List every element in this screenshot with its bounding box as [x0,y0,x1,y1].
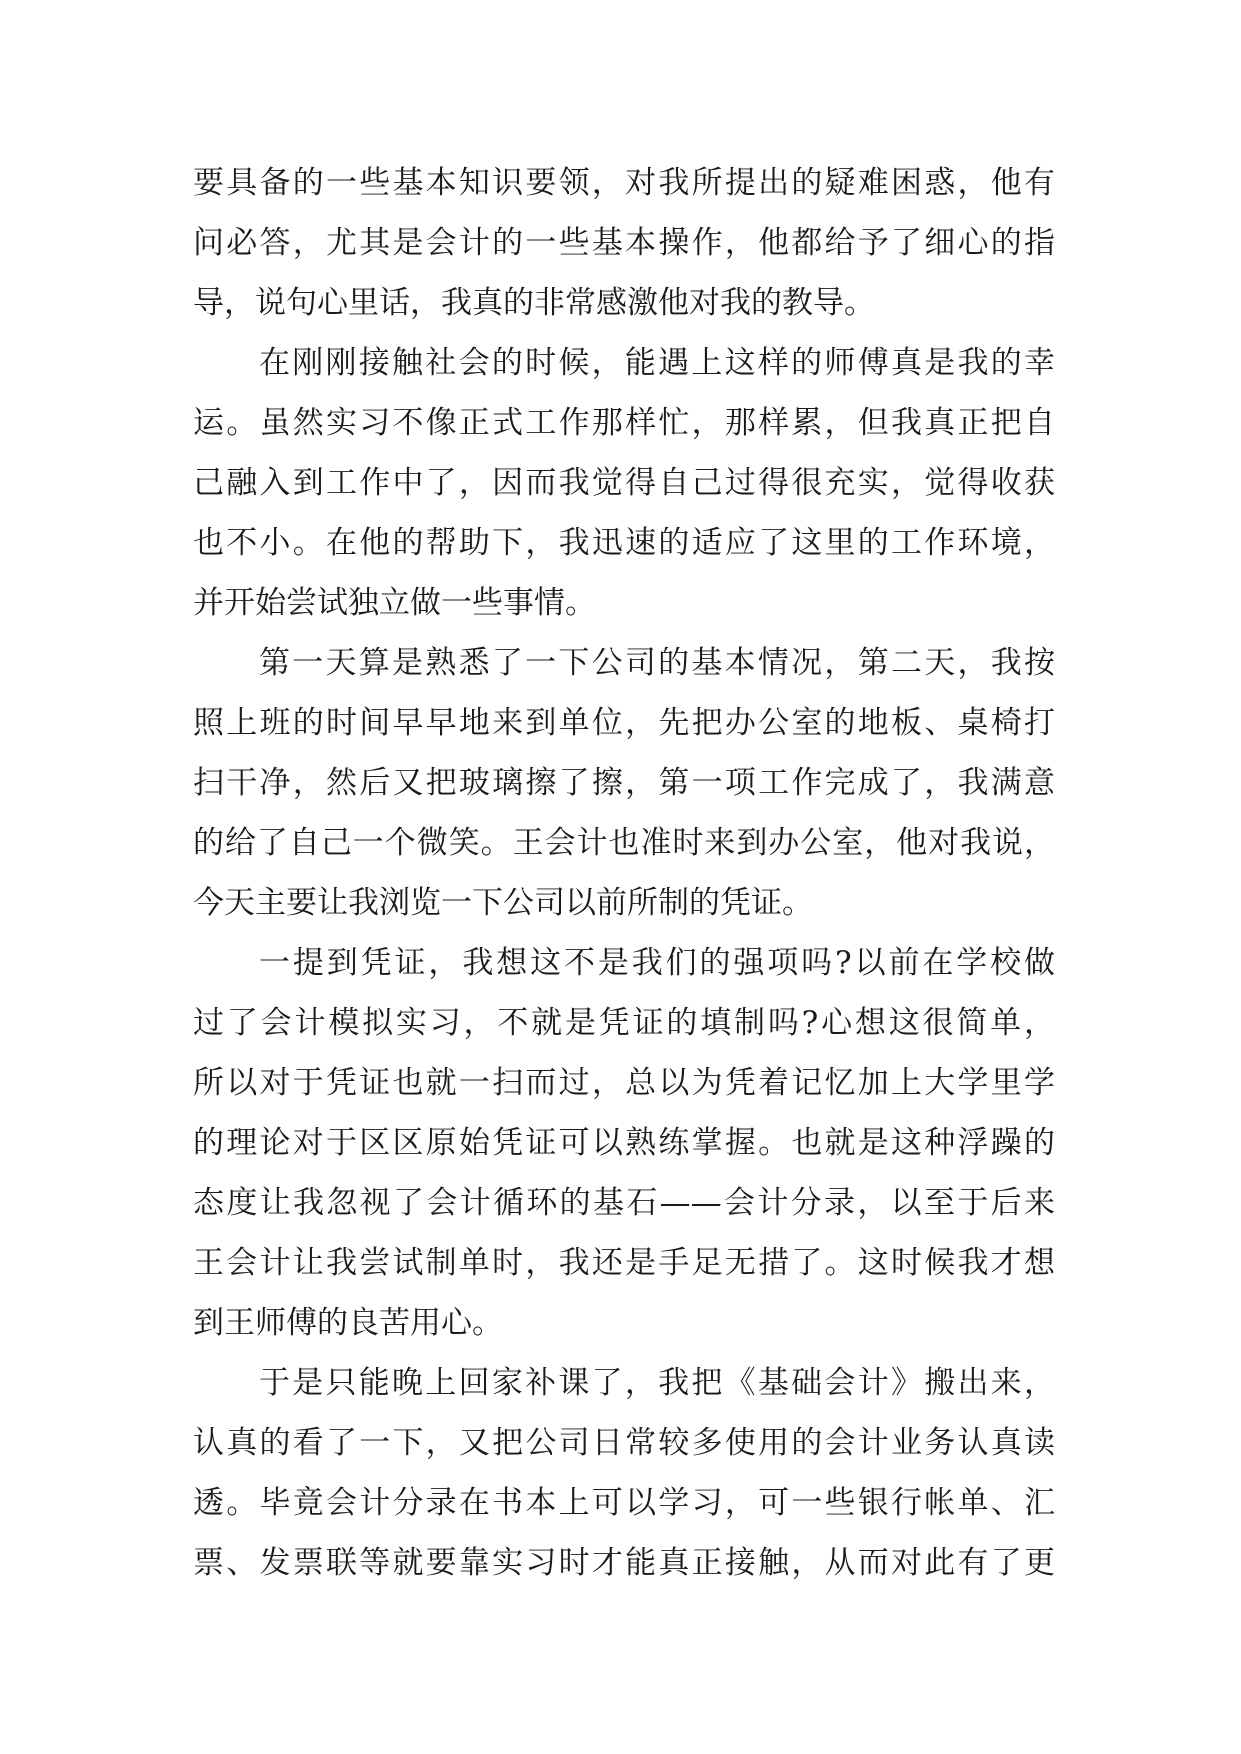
text-line: 所以对于凭证也就一扫而过，总以为凭着记忆加上大学里学 [193,1065,1055,1101]
text-line: 扫干净，然后又把玻璃擦了擦，第一项工作完成了，我满意 [193,765,1055,801]
paragraph-first-line: 第一天算是熟悉了一下公司的基本情况，第二天，我按 [259,645,1055,681]
text-line: 王会计让我尝试制单时，我还是手足无措了。这时候我才想 [193,1245,1055,1281]
text-line: 运。虽然实习不像正式工作那样忙，那样累，但我真正把自 [193,405,1055,441]
text-line: 到王师傅的良苦用心。 [193,1305,503,1341]
paragraph-first-line: 于是只能晚上回家补课了，我把《基础会计》搬出来， [259,1365,1055,1401]
text-line: 票、发票联等就要靠实习时才能真正接触，从而对此有了更 [193,1545,1055,1581]
text-line: 并开始尝试独立做一些事情。 [193,585,596,621]
document-body [193,153,1055,1593]
text-line: 态度让我忽视了会计循环的基石——会计分录，以至于后来 [193,1185,1055,1221]
text-line: 过了会计模拟实习，不就是凭证的填制吗?心想这很简单， [193,1005,1055,1041]
text-line: 也不小。在他的帮助下，我迅速的适应了这里的工作环境， [193,525,1055,561]
paragraph-first-line: 在刚刚接触社会的时候，能遇上这样的师傅真是我的幸 [259,345,1055,381]
text-line: 导，说句心里话，我真的非常感激他对我的教导。 [193,285,875,321]
text-line: 今天主要让我浏览一下公司以前所制的凭证。 [193,885,813,921]
text-line: 认真的看了一下，又把公司日常较多使用的会计业务认真读 [193,1425,1055,1461]
text-line: 问必答，尤其是会计的一些基本操作，他都给予了细心的指 [193,225,1055,261]
text-line: 己融入到工作中了，因而我觉得自己过得很充实，觉得收获 [193,465,1055,501]
text-line: 的给了自己一个微笑。王会计也准时来到办公室，他对我说， [193,825,1055,861]
text-line: 透。毕竟会计分录在书本上可以学习，可一些银行帐单、汇 [193,1485,1055,1521]
text-line: 照上班的时间早早地来到单位，先把办公室的地板、桌椅打 [193,705,1055,741]
text-line: 要具备的一些基本知识要领，对我所提出的疑难困惑，他有 [193,165,1055,201]
paragraph-first-line: 一提到凭证，我想这不是我们的强项吗?以前在学校做 [259,945,1055,981]
text-line: 的理论对于区区原始凭证可以熟练掌握。也就是这种浮躁的 [193,1125,1055,1161]
